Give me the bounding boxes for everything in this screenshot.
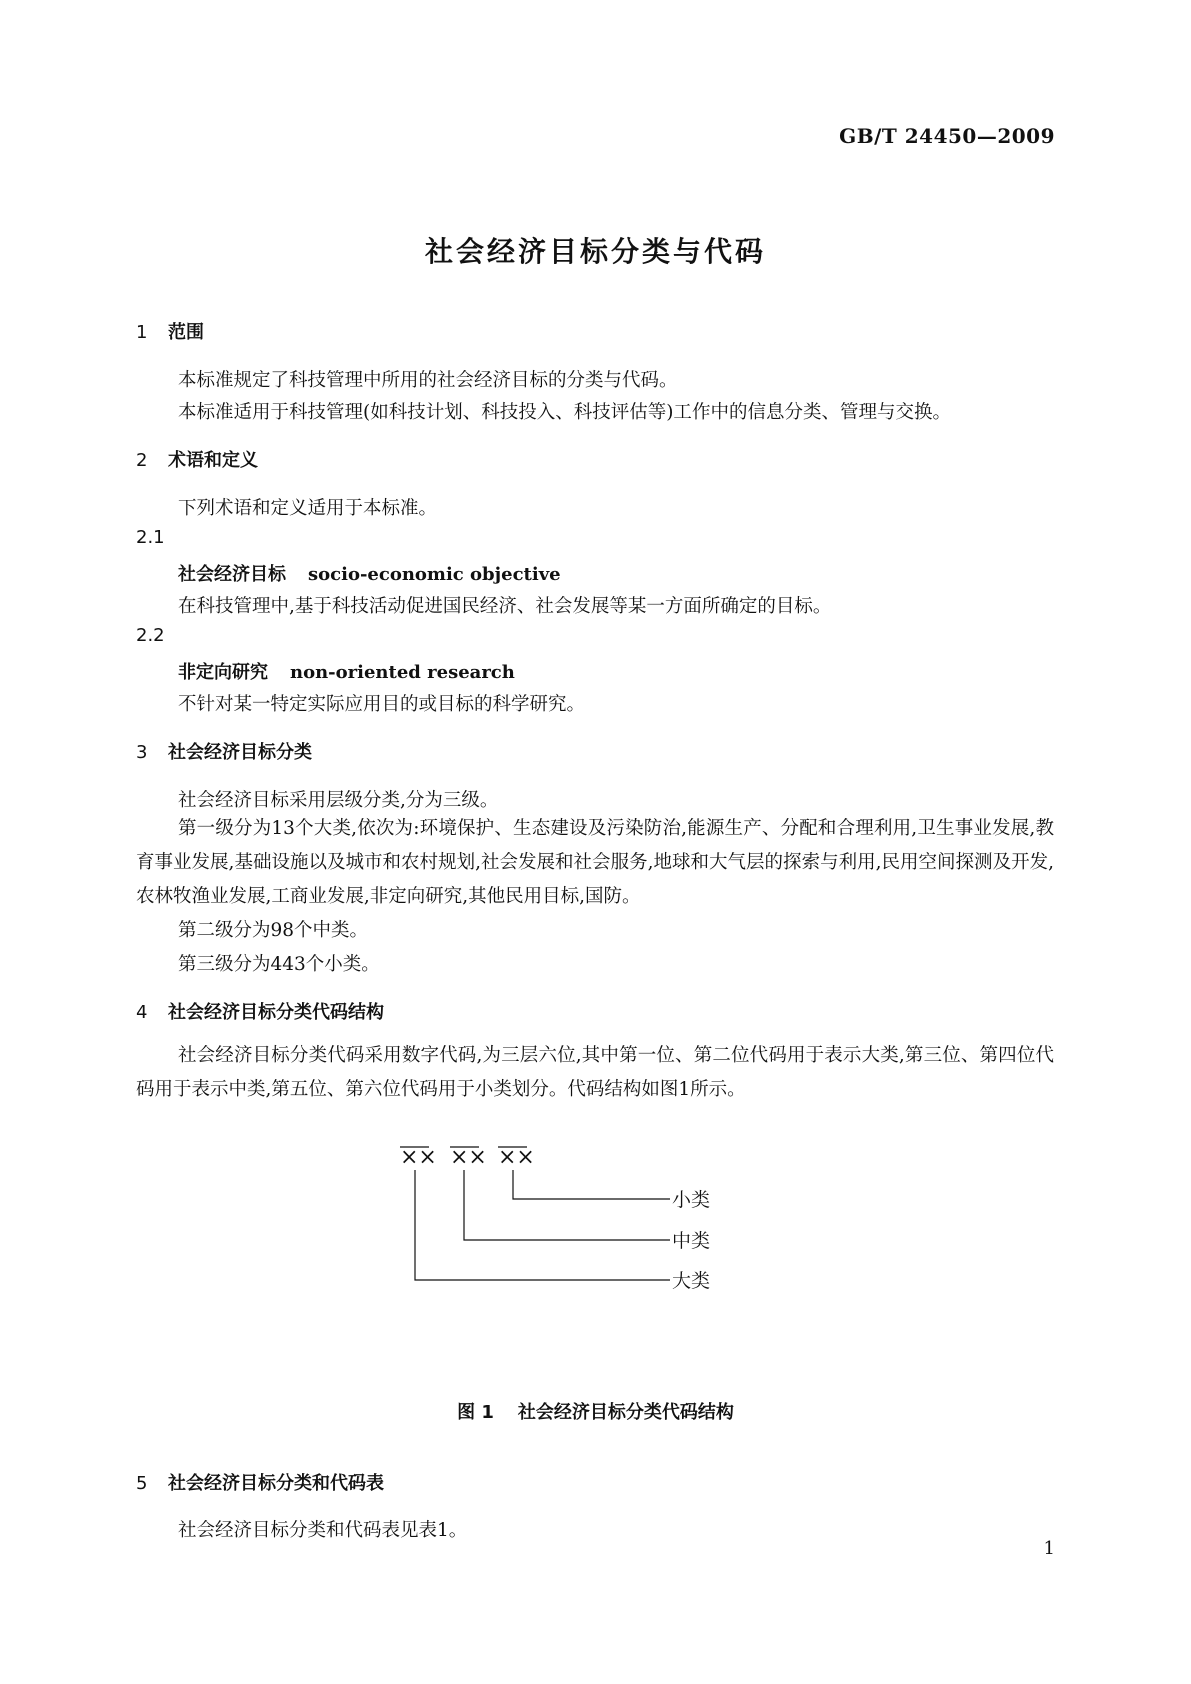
section-number: 4 <box>136 1002 148 1023</box>
section-3-heading <box>136 738 312 764</box>
medium-class-connector <box>464 1170 670 1240</box>
section-5-heading <box>136 1469 384 1495</box>
term-definition: 不针对某一特定实际应用目的或目标的科学研究。 <box>178 694 586 715</box>
section-2-heading <box>136 446 258 472</box>
large-class-connector <box>415 1170 670 1280</box>
section-number: 3 <box>136 742 148 763</box>
code-group-large: ×× <box>400 1145 437 1170</box>
paragraph: 第一级分为13个大类,依次为:环境保护、生态建设及污染防治,能源生产、分配和合理利用,卫生事业发展,教育事业发展,基础设施以及城市和农村规划,社会发展和社会服务,地球和大气层的探索与利用,民用空间探测及开发,农林牧渔业发展,工商业发展,非定向研究,其他民用目标,国防。 <box>136 818 1054 907</box>
section-title: 社会经济目标分类 <box>168 742 312 763</box>
figure-label: 图 1 <box>457 1402 494 1423</box>
page-number: 1 <box>1043 1538 1055 1559</box>
term-definition: 在科技管理中,基于科技活动促进国民经济、社会发展等某一方面所确定的目标。 <box>178 596 832 617</box>
paragraph: 社会经济目标分类代码采用数字代码,为三层六位,其中第一位、第二位代码用于表示大类,第三位、第四位代码用于表示中类,第五位、第六位代码用于小类划分。代码结构如图1所示。 <box>136 1045 1054 1100</box>
label-small-class: 小类 <box>672 1189 711 1211</box>
section-number: 5 <box>136 1473 148 1494</box>
section-number: 2 <box>136 450 148 471</box>
section-title: 范围 <box>168 322 204 343</box>
term-english: non-oriented research <box>290 662 515 683</box>
section-title: 术语和定义 <box>168 450 258 471</box>
paragraph: 本标准规定了科技管理中所用的社会经济目标的分类与代码。 <box>178 370 678 391</box>
paragraph: 社会经济目标分类和代码表见表1。 <box>178 1520 468 1541</box>
code-group-small: ×× <box>498 1145 535 1170</box>
section-title: 社会经济目标分类代码结构 <box>168 1002 384 1023</box>
code-structure-diagram <box>380 1140 760 1300</box>
section-4-heading <box>136 998 384 1024</box>
document-title: 社会经济目标分类与代码 <box>424 235 766 268</box>
clause-number: 2.1 <box>136 527 165 548</box>
small-class-connector <box>513 1170 670 1199</box>
paragraph: 第三级分为443个小类。 <box>178 954 380 975</box>
section-1-heading <box>136 318 204 344</box>
figure-caption <box>0 1398 1191 1424</box>
term-entry <box>178 560 561 586</box>
paragraph: 社会经济目标采用层级分类,分为三级。 <box>178 790 499 811</box>
label-large-class: 大类 <box>672 1270 711 1292</box>
paragraph: 下列术语和定义适用于本标准。 <box>178 498 438 519</box>
term-entry <box>178 658 515 684</box>
standard-code: GB/T 24450—2009 <box>839 124 1055 148</box>
clause-number: 2.2 <box>136 625 165 646</box>
label-medium-class: 中类 <box>672 1230 711 1252</box>
paragraph: 本标准适用于科技管理(如科技计划、科技投入、科技评估等)工作中的信息分类、管理与交换。 <box>178 402 951 423</box>
term-chinese: 社会经济目标 <box>178 564 286 585</box>
section-number: 1 <box>136 322 148 343</box>
section-title: 社会经济目标分类和代码表 <box>168 1473 384 1494</box>
paragraph: 第二级分为98个中类。 <box>178 920 369 941</box>
figure-caption-text: 社会经济目标分类代码结构 <box>517 1402 734 1423</box>
term-chinese: 非定向研究 <box>178 662 268 683</box>
term-english: socio-economic objective <box>308 564 561 585</box>
code-group-medium: ×× <box>450 1145 487 1170</box>
